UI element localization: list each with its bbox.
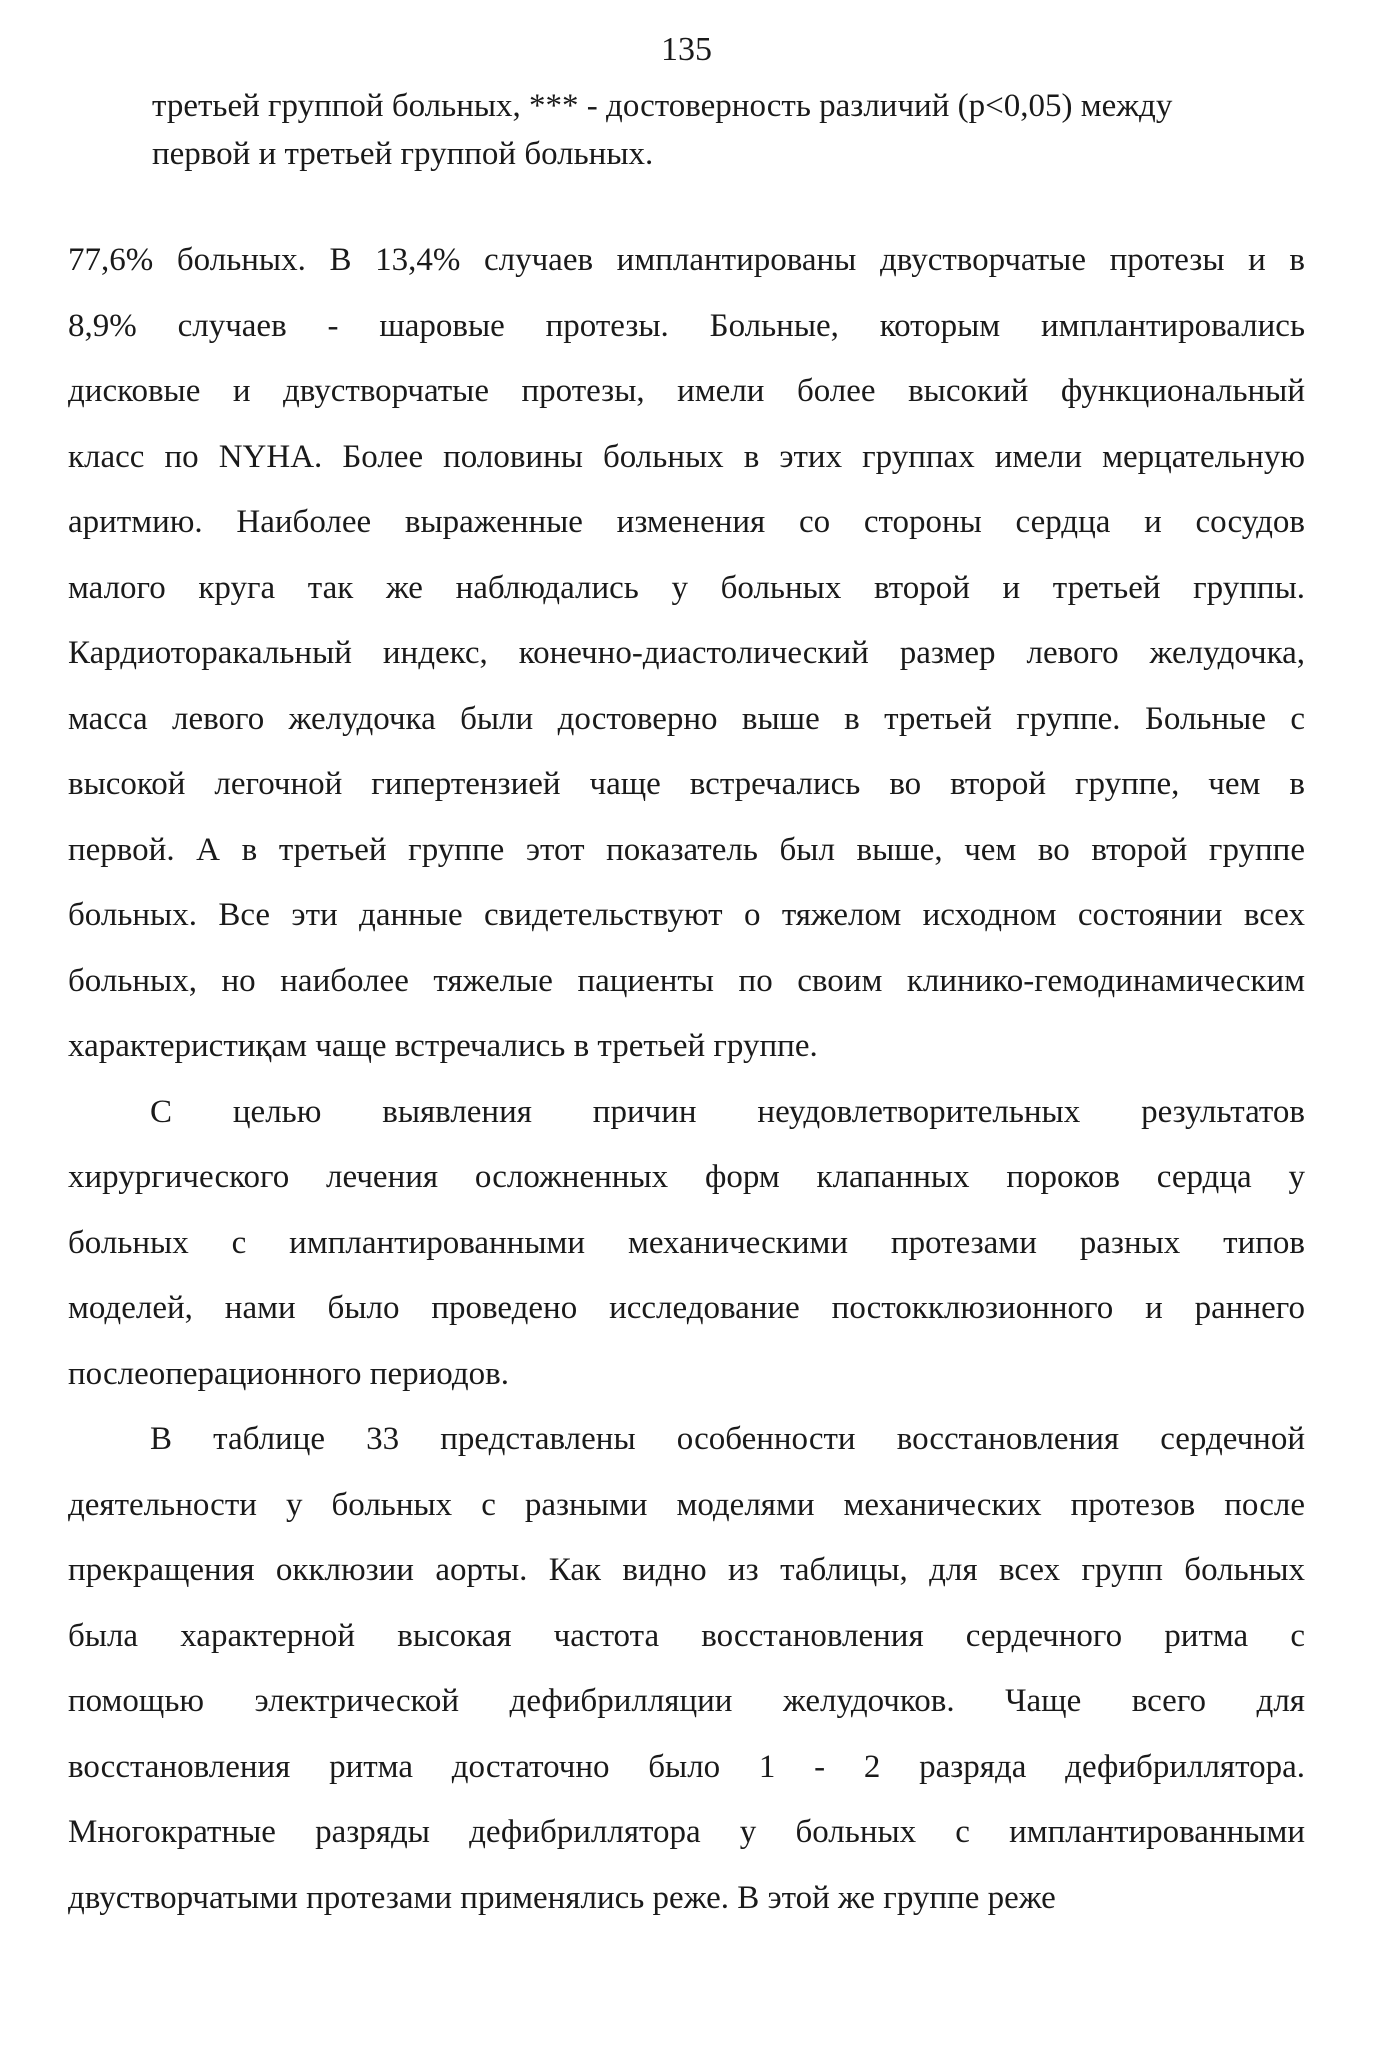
footnote-line: третьей группой больных, *** - достоверность различий (p<0,05) между: [152, 88, 1173, 124]
text-line: больных. Все эти данные свидетельствуют о тяжелом исходном состоянии всех: [68, 897, 1305, 933]
table-footnote: [152, 82, 1300, 178]
text-line: деятельности у больных с разными моделями механических протезов после: [68, 1486, 1305, 1523]
text-line: послеоперационного периодов.: [68, 1355, 509, 1392]
text-line: хирургического лечения осложненных форм клапанных пороков сердца у: [68, 1159, 1305, 1195]
paragraph-start-line: С целью выявления причин неудовлетворительных результатов: [150, 1093, 1305, 1130]
text-line: двустворчатыми протезами применялись реже. В этой же группе реже: [68, 1879, 1056, 1916]
text-line: дисковые и двустворчатые протезы, имели более высокий функциональный: [68, 373, 1305, 409]
text-line: характеристиқам чаще встречались в третьей группе.: [68, 1028, 818, 1064]
text-line: прекращения окклюзии аорты. Как видно из таблицы, для всех групп больных: [68, 1552, 1305, 1588]
text-line: 8,9% случаев - шаровые протезы. Больные, которым имплантировались: [68, 307, 1305, 344]
text-line: Кардиоторакальный индекс, конечно-диастолический размер левого желудочка,: [68, 635, 1305, 671]
text-line: помощью электрической дефибрилляции желудочков. Чаще всего для: [68, 1683, 1305, 1719]
footnote-line: первой и третьей группой больных.: [152, 136, 654, 172]
text-line: Многократные разряды дефибриллятора у больных с имплантированными: [68, 1814, 1305, 1850]
text-line: больных, но наиболее тяжелые пациенты по своим клинико-гемодинамическим: [68, 962, 1305, 999]
text-line: моделей, нами было проведено исследование постокклюзионного и раннего: [68, 1290, 1305, 1326]
text-line: была характерной высокая частота восстановления сердечного ритма с: [68, 1617, 1305, 1654]
text-line: малого круга так же наблюдались у больных второй и третьей группы.: [68, 569, 1305, 606]
body-text: [68, 228, 1305, 1931]
text-line: аритмию. Наиболее выраженные изменения со стороны сердца и сосудов: [68, 504, 1305, 540]
text-line: 77,6% больных. В 13,4% случаев имплантированы двустворчатые протезы и в: [68, 242, 1305, 278]
page-number: 135: [661, 31, 712, 68]
text-line: восстановления ритма достаточно было 1 - 2 разряда дефибриллятора.: [68, 1748, 1305, 1785]
text-line: больных с имплантированными механическими протезами разных типов: [68, 1224, 1305, 1261]
text-line: класс по NYHA. Более половины больных в этих группах имели мерцательную: [68, 438, 1305, 475]
text-line: первой. А в третьей группе этот показатель был выше, чем во второй группе: [68, 831, 1305, 868]
text-line: масса левого желудочка были достоверно выше в третьей группе. Больные с: [68, 700, 1305, 737]
paragraph-start-line: В таблице 33 представлены особенности восстановления сердечной: [150, 1421, 1305, 1457]
text-line: высокой легочной гипертензией чаще встречались во второй группе, чем в: [68, 766, 1305, 802]
